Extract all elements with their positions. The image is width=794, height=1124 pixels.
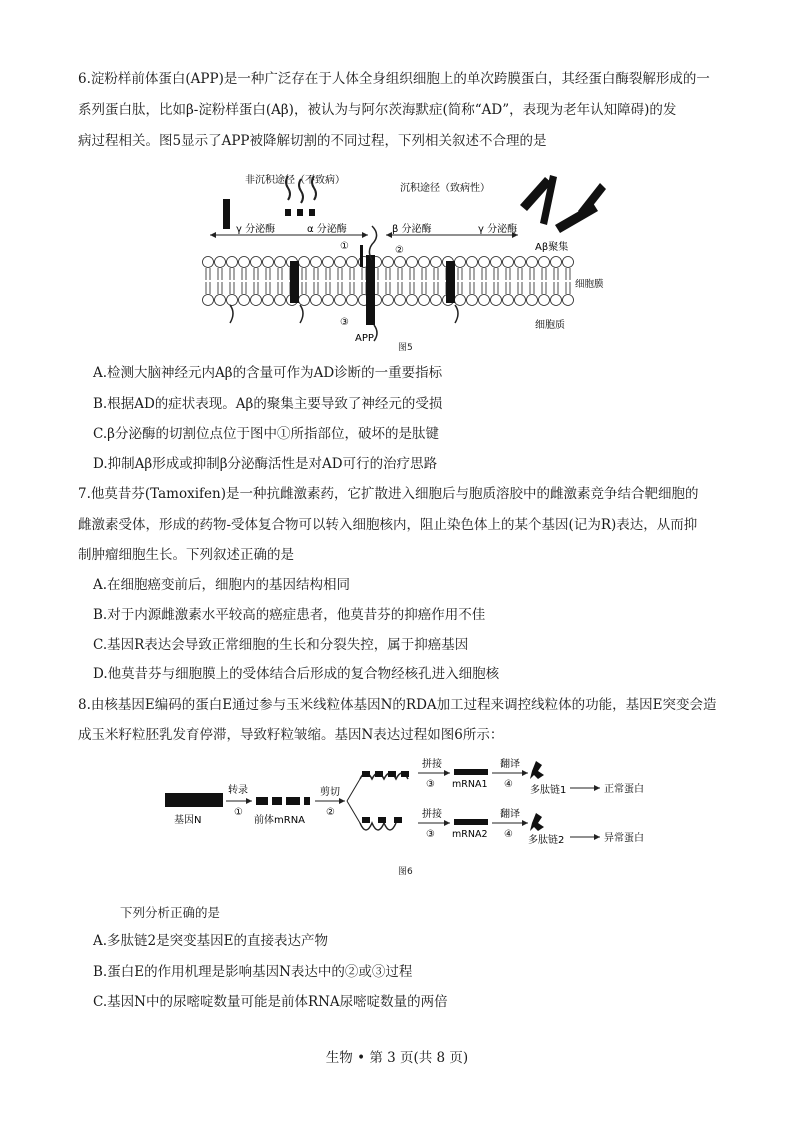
label-mrna1: mRNA1 xyxy=(452,779,488,790)
figure-6-gene-expression-diagram xyxy=(160,755,660,855)
figure-5-app-diagram xyxy=(200,165,620,345)
label-gene-n: 基因N xyxy=(174,815,202,826)
q8-option-b: B.蛋白E的作用机理是影响基因N表达中的②或③过程 xyxy=(93,964,413,980)
label-cytoplasm: 细胞质 xyxy=(535,320,565,331)
label-mrna2: mRNA2 xyxy=(452,829,488,840)
step-4-lower: ④ xyxy=(504,829,513,840)
label-pre-mrna: 前体mRNA xyxy=(254,815,306,826)
q6-stem-line-2: 系列蛋白肽，比如β-淀粉样蛋白(Aβ)，被认为与阿尔茨海默症(简称“AD”，表现为老年认知障碍)的发 xyxy=(78,102,677,118)
label-gamma-secretase-2: γ 分泌酶 xyxy=(478,224,518,235)
label-polypeptide-1: 多肽链1 xyxy=(530,785,567,796)
label-app: APP xyxy=(355,333,374,344)
label-beta-secretase: β 分泌酶 xyxy=(392,224,432,235)
label-alpha-secretase: α 分泌酶 xyxy=(307,224,347,235)
q6-option-a: A.检测大脑神经元内Aβ的含量可作为AD诊断的一重要指标 xyxy=(93,365,443,381)
label-gamma-secretase-1: γ 分泌酶 xyxy=(236,224,276,235)
label-translate-upper: 翻译 xyxy=(500,759,520,770)
step-4-upper: ④ xyxy=(504,779,513,790)
marker-1: ① xyxy=(340,241,349,252)
label-cut: 剪切 xyxy=(320,787,340,798)
step-3-lower: ③ xyxy=(426,829,435,840)
figure-5-caption: 图5 xyxy=(398,343,413,353)
step-1: ① xyxy=(234,807,243,818)
q8-stem-line-1: 8.由核基因E编码的蛋白E通过参与玉米线粒体基因N的RDA加工过程来调控线粒体的功能，基因E突变会造 xyxy=(78,697,717,713)
figure-6-caption: 图6 xyxy=(398,867,413,877)
q7-option-c: C.基因R表达会导致正常细胞的生长和分裂失控，属于抑癌基因 xyxy=(93,637,469,653)
q8-option-a: A.多肽链2是突变基因E的直接表达产物 xyxy=(93,933,328,949)
q7-option-b: B.对于内源雌激素水平较高的癌症患者，他莫昔芬的抑癌作用不佳 xyxy=(93,607,486,623)
q8-sub-stem: 下列分析正确的是 xyxy=(120,905,221,920)
step-2: ② xyxy=(326,807,335,818)
label-splice-upper: 拼接 xyxy=(422,759,442,770)
membrane-inner-heads xyxy=(203,282,574,306)
q6-option-b: B.根据AD的症状表现。Aβ的聚集主要导致了神经元的受损 xyxy=(93,396,443,412)
label-splice-lower: 拼接 xyxy=(422,809,442,820)
membrane-outer-heads xyxy=(203,257,574,281)
marker-3: ③ xyxy=(340,317,349,328)
q8-stem-line-2: 成玉米籽粒胚乳发育停滞，导致籽粒皱缩。基因N表达过程如图6所示： xyxy=(78,727,504,743)
marker-2: ② xyxy=(395,245,404,256)
q7-stem-line-1: 7.他莫昔芬(Tamoxifen)是一种抗雌激素药，它扩散进入细胞后与胞质溶胶中的雌激素竞争结合靶细胞的 xyxy=(78,486,699,502)
label-amyloid: 沉积途径（致病性） xyxy=(400,183,490,194)
page-footer: 生物 • 第 3 页(共 8 页) xyxy=(325,1050,469,1066)
label-abeta-aggregate: Aβ聚集 xyxy=(535,242,569,253)
q7-stem-line-3: 制肿瘤细胞生长。下列叙述正确的是 xyxy=(78,547,294,563)
q6-option-d: D.抑制Aβ形成或抑制β分泌酶活性是对AD可行的治疗思路 xyxy=(93,456,438,472)
label-non-amyloid: 非沉积途径（不致病） xyxy=(245,175,345,186)
label-cell-membrane: 细胞膜 xyxy=(575,279,604,290)
label-abnormal-protein: 异常蛋白 xyxy=(604,833,644,844)
q8-option-c: C.基因N中的尿嘧啶数量可能是前体RNA尿嘧啶数量的两倍 xyxy=(93,994,448,1010)
label-transcription: 转录 xyxy=(228,785,248,796)
q6-stem-line-1: 6.淀粉样前体蛋白(APP)是一种广泛存在于人体全身组织细胞上的单次跨膜蛋白，其经蛋白酶裂解形成的一 xyxy=(78,71,710,87)
q7-option-a: A.在细胞癌变前后，细胞内的基因结构相同 xyxy=(93,577,351,593)
label-normal-protein: 正常蛋白 xyxy=(604,784,644,795)
label-translate-lower: 翻译 xyxy=(500,809,520,820)
q7-stem-line-2: 雌激素受体，形成的药物-受体复合物可以转入细胞核内，阻止染色体上的某个基因(记为R)表达，从而抑 xyxy=(78,517,698,533)
step-3-upper: ③ xyxy=(426,779,435,790)
q6-option-c: C.β分泌酶的切割位点位于图中①所指部位，破坏的是肽键 xyxy=(93,426,439,442)
q7-option-d: D.他莫昔芬与细胞膜上的受体结合后形成的复合物经核孔进入细胞核 xyxy=(93,666,500,682)
label-polypeptide-2: 多肽链2 xyxy=(528,835,565,846)
q6-stem-line-3: 病过程相关。图5显示了APP被降解切割的不同过程，下列相关叙述不合理的是 xyxy=(78,133,547,149)
